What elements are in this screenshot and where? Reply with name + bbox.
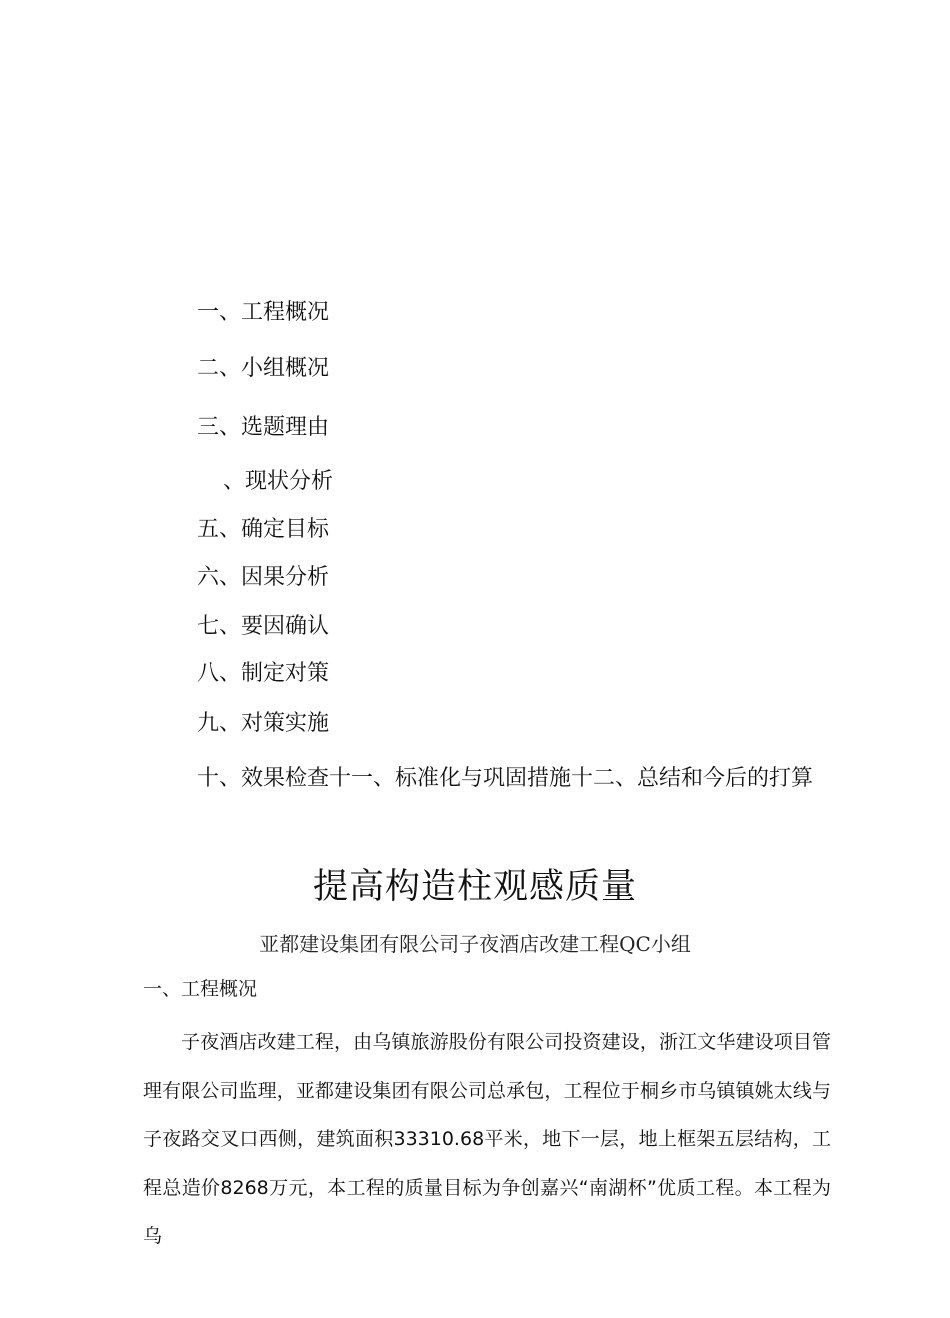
toc-item: 三、选题理由: [197, 415, 330, 440]
toc-item: 五、确定目标: [197, 517, 330, 542]
document-title: 提高构造柱观感质量: [312, 867, 637, 907]
toc-item: 七、要因确认: [197, 614, 330, 639]
toc-item: 十、效果检查十一、标准化与巩固措施十二、总结和今后的打算: [197, 766, 814, 791]
toc-item: 九、对策实施: [197, 711, 330, 736]
toc-item: 二、小组概况: [197, 356, 330, 381]
toc-item: 、现状分析: [223, 469, 334, 494]
document-subtitle: 亚都建设集团有限公司子夜酒店改建工程QC小组: [259, 932, 691, 956]
toc-item: 八、制定对策: [197, 661, 330, 686]
toc-item: 六、因果分析: [197, 565, 330, 590]
section-heading: 一、工程概况: [143, 978, 258, 1000]
toc-item: 一、工程概况: [197, 300, 330, 325]
body-paragraph: 子夜酒店改建工程，由乌镇旅游股份有限公司投资建设，浙江文华建设项目管理有限公司监理，亚都建设集团有限公司总承包，工程位于桐乡市乌镇镇姚太线与子夜路交叉口西侧，建筑面积33310.68平米，地下一层，地上框架五层结构，工程总造价8268万元，本工程的质量目标为争创嘉兴“南湖杯”优质工程。本工程为乌: [143, 1031, 831, 1247]
